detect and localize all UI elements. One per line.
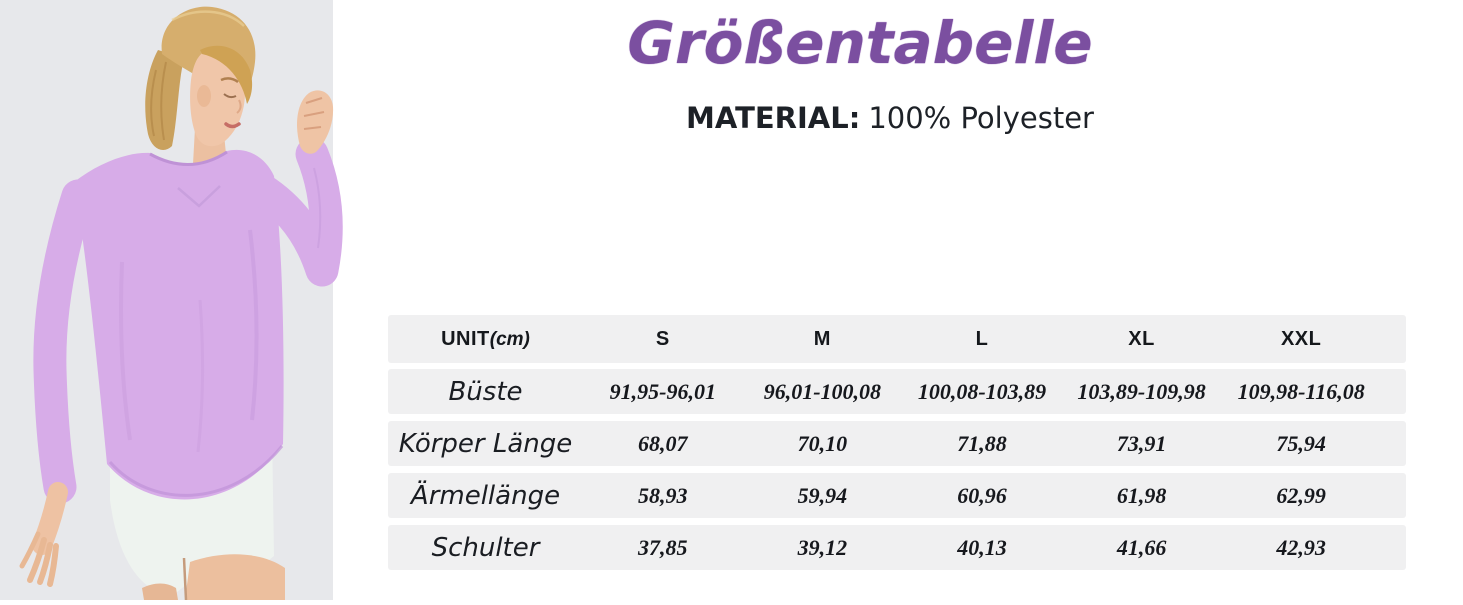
row-label: Büste [448,376,523,407]
product-photo [0,0,360,600]
cell-value: 41,66 [1116,534,1167,560]
table-row-schulter [388,525,1406,570]
col-header-xxl: XXL [1280,327,1322,350]
col-header-xl: XL [1128,327,1155,350]
row-label: Schulter [431,532,540,563]
cell-value: 100,08-103,89 [917,378,1047,404]
cell-value: 96,01-100,08 [763,378,882,404]
page-title: Größentabelle [627,9,1093,77]
cell-value: 68,07 [638,430,688,456]
cell-value: 39,12 [797,534,848,560]
table-row-aermellaenge [388,473,1406,518]
cell-value: 62,99 [1276,482,1326,508]
cell-value: 40,13 [957,534,1007,560]
cell-value: 42,93 [1276,534,1326,560]
col-header-l: L [975,327,989,350]
cell-value: 91,95-96,01 [609,378,716,404]
cell-value: 60,96 [957,482,1007,508]
cell-value: 70,10 [797,430,848,456]
material-value: 100% Polyester [868,101,1094,135]
cell-value: 61,98 [1116,482,1167,508]
material-label: MATERIAL: [686,101,861,135]
unit-label: UNIT [441,327,490,350]
col-header-s: S [655,327,670,350]
model-illustration [0,0,360,600]
cell-value: 37,85 [638,534,688,560]
unit-suffix: (cm) [489,328,530,350]
cell-value: 71,88 [957,430,1007,456]
row-label: Körper Länge [398,428,573,459]
model-thigh [185,554,285,600]
cell-value: 103,89-109,98 [1077,378,1206,404]
cell-value: 75,94 [1276,430,1326,456]
cell-value: 59,94 [797,482,848,508]
unit-header-cell [388,328,583,351]
cell-value: 73,91 [1116,430,1167,456]
cell-value: 109,98-116,08 [1237,378,1365,404]
material-line [340,100,1440,138]
size-table-header-row [388,315,1406,363]
size-table [388,315,1406,577]
model-ear [197,85,211,107]
table-row-bueste [388,369,1406,414]
cell-value: 58,93 [638,482,688,508]
row-label: Ärmellänge [410,480,561,511]
col-header-m: M [813,327,831,350]
table-row-koerper-laenge [388,421,1406,466]
